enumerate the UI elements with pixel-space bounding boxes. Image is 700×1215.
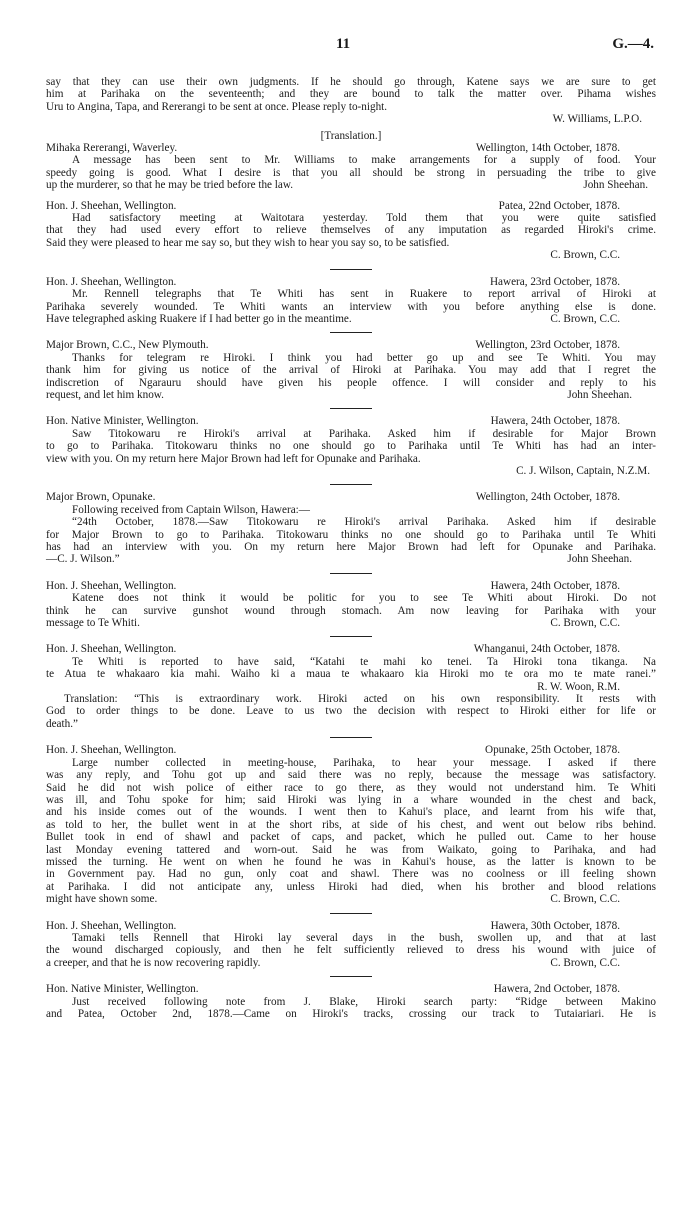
body-line: request, and let him know. [46, 388, 164, 401]
body-line: Thanks for telegram re Hiroki. I think you had better go up and see Te Whiti. You may [72, 351, 656, 364]
body-line: Tamaki tells Rennell that Hiroki lay several days in the bush, swollen up, and that at last [72, 931, 656, 944]
body-line: and his inside comes out of the wounds. I went then to Kahui's place, and learnt from his wife that, [46, 806, 656, 819]
addressee: Hon. J. Sheehan, Wellington. [46, 199, 177, 212]
body-line: missed the turning. He went on when he found he was in Kahui's house, as the latter is known to be [46, 855, 656, 868]
signature: W. Williams, L.P.O. [552, 113, 642, 126]
body-line: God to order things to be done. Leave to us two the decision with respect to Hiroki either for life or [46, 705, 656, 718]
addressee: Major Brown, C.C., New Plymouth. [46, 339, 209, 352]
signature: C. Brown, C.C. [550, 312, 620, 325]
page-body [46, 76, 656, 1020]
signature: John Sheehan. [567, 388, 632, 401]
addressee: Hon. J. Sheehan, Wellington. [46, 919, 177, 932]
body-line: was any reply, and Tohu got up and said there was no reply, because the message was satisfactory. [46, 769, 656, 782]
body-line: that they had used every effort to relieve themselves of any imputation as regarded Hiroki's crime. [46, 224, 656, 237]
divider [330, 737, 372, 738]
body-line: Said he did not wish police of either race to go there, as they would not understand him. Te Whiti [46, 781, 656, 794]
place-date: Wellington, 24th October, 1878. [475, 491, 620, 504]
divider [330, 332, 372, 333]
body-line: Following received from Captain Wilson, Hawera:— [72, 503, 310, 516]
place-date: Whanganui, 24th October, 1878. [473, 643, 620, 656]
telegram [46, 983, 656, 1020]
translation-heading: [Translation.] [320, 129, 382, 142]
body-line: might have shown some. [46, 893, 158, 906]
body-line: “24th October, 1878.—Saw Titokowaru re Hiroki's arrival Parihaka. Asked him if desirable [72, 516, 656, 529]
body-line: Parihaka severely wounded. Te Whiti wants an interview with you before anything else is done. [46, 300, 656, 313]
telegram [46, 200, 656, 262]
signature: C. Brown, C.C. [550, 956, 620, 969]
signature: C. Brown, C.C. [550, 249, 620, 262]
place-date: Hawera, 24th October, 1878. [490, 579, 620, 592]
body-line: and Patea, October 2nd, 1878.—Came on Hiroki's tracks, crossing our track to Tutaiariari. He is [46, 1008, 656, 1020]
divider [330, 573, 372, 574]
addressee: Hon. J. Sheehan, Wellington. [46, 275, 177, 288]
addressee: Hon. J. Sheehan, Wellington. [46, 579, 177, 592]
body-line: last Monday evening tattered and worn-out. Said he was from Waikato, going to Parihaka, and had [46, 843, 656, 856]
telegram [46, 491, 656, 565]
telegram [46, 744, 656, 905]
body-line: Had satisfactory meeting at Waitotara yesterday. Told them that you were quite satisfied [72, 212, 656, 225]
signature: John Sheehan. [567, 553, 632, 566]
signature: C. Brown, C.C. [550, 893, 620, 906]
body-line: up the murderer, so that he may be tried before the law. [46, 179, 294, 192]
divider [330, 636, 372, 637]
body-line: to go to Parihaka. Titokowaru thinks no one should go to Parihaka until Te Whiti has had an inter- [46, 440, 656, 453]
addressee: Mihaka Rererangi, Waverley. [46, 142, 178, 155]
body-line: think he can survive gunshot wound through stomach. Am now leaving for Parihaka with your [46, 604, 656, 617]
body-line: death.” [46, 717, 78, 730]
divider [330, 484, 372, 485]
body-line: in Government pay. Had no gun, only coat and shawl. There was no coolness or ill feeling shown [46, 868, 656, 881]
body-line: Katene does not think it would be politic for you to see Te Whiti about Hiroki. Do not [72, 592, 656, 605]
addressee: Hon. Native Minister, Wellington. [46, 415, 199, 428]
telegram [46, 276, 656, 326]
telegram [46, 580, 656, 630]
place-date: Opunake, 25th October, 1878. [484, 744, 620, 757]
signature: John Sheehan. [583, 179, 648, 192]
divider [330, 269, 372, 270]
body-line: view with you. On my return here Major Brown had left for Opunake and Parihaka. [46, 452, 421, 465]
body-line: Te Whiti is reported to have said, “Katahi te mahi ko tenei. Ta Hiroki tona tikanga. Na [72, 655, 656, 668]
body-line: say that they can use their own judgments. If he should go through, Katene says we are sure to get [46, 76, 656, 88]
place-date: Hawera, 24th October, 1878. [490, 415, 620, 428]
body-line: was ill, and Tohu spoke for him; said Hiroki was lying in a whare wounded in the chest and back, [46, 793, 656, 806]
body-line: Uru to Angina, Tapa, and Rererangi to be sent at once. Please reply to-night. [46, 100, 388, 113]
addressee: Hon. Native Minister, Wellington. [46, 983, 199, 996]
addressee: Hon. J. Sheehan, Wellington. [46, 744, 177, 757]
body-line: indiscretion of Ngarauru should have given his people offence. I will consider and reply to his [46, 376, 656, 389]
body-line: thank him for giving us notice of the arrival of Hiroki at Parihaka. You may add that I regret the [46, 364, 656, 377]
telegram [46, 142, 656, 192]
divider [330, 408, 372, 409]
page-number: 11 [336, 36, 351, 52]
body-line: te Atua te whakaaro kia mahi. Waiho ki a maua te whakaaro kia Hiroki mo te ora mo te mate ranei.” [46, 668, 656, 681]
body-line: —C. J. Wilson.” [46, 553, 120, 566]
signature: C. J. Wilson, Captain, N.Z.M. [516, 464, 650, 477]
place-date: Patea, 22nd October, 1878. [498, 199, 620, 212]
signature: C. Brown, C.C. [550, 617, 620, 630]
body-line: Translation: “This is extraordinary work. Hiroki acted on his own responsibility. It rests with [64, 693, 656, 706]
body-line: has had an interview with you. On my return here Major Brown had left for Opunake and Parihaka. [46, 541, 656, 553]
page-header [46, 38, 656, 58]
body-line: Said they were pleased to hear me say so, but they wish to hear you say so, to be satisfied. [46, 236, 450, 249]
divider [330, 976, 372, 977]
place-date: Hawera, 2nd October, 1878. [493, 983, 620, 996]
addressee: Hon. J. Sheehan, Wellington. [46, 643, 177, 656]
place-date: Hawera, 23rd October, 1878. [489, 275, 620, 288]
signature: R. W. Woon, R.M. [537, 680, 620, 693]
body-line: Have telegraphed asking Ruakere if I had better go in the meantime. [46, 312, 352, 325]
body-line: for Major Brown to go to Parihaka. Titokowaru thinks no one should go to Parihaka until Te Whiti [46, 528, 656, 541]
place-date: Wellington, 14th October, 1878. [475, 142, 620, 155]
body-line: the wound discharged copiously, and then he felt sufficiently relieved to dress his wound with juice of [46, 944, 656, 957]
body-line: Saw Titokowaru re Hiroki's arrival at Parihaka. Asked him if desirable for Major Brown [72, 427, 656, 440]
divider [330, 913, 372, 914]
body-line: Mr. Rennell telegraphs that Te Whiti has sent in Ruakere to report arrival of Hiroki at [72, 288, 656, 301]
telegram [46, 920, 656, 970]
body-line: Just received following note from J. Blake, Hiroki search party: “Ridge between Makino [72, 995, 656, 1008]
body-line: Large number collected in meeting-house, Parihaka, to hear your message. I asked if there [72, 756, 656, 769]
body-line: him at Parihaka on the seventeenth; and they are bound to talk the matter over. Pihama wishes [46, 88, 656, 101]
telegram [46, 415, 656, 477]
body-line: Bullet took in end of shawl and packet of caps, and packet, which he pulled out. Came to her house [46, 831, 656, 844]
body-line: message to Te Whiti. [46, 617, 140, 630]
body-line: as told to her, the bullet went in at the short ribs, at side of his chest, and went out below ribs behind. [46, 818, 656, 831]
telegram [46, 339, 656, 401]
document-reference: G.—4. [612, 36, 654, 52]
body-line: A message has been sent to Mr. Williams to make arrangements for a supply of food. Your [72, 154, 656, 167]
body-line: a creeper, and that he is now recovering rapidly. [46, 956, 261, 969]
body-line: speedy going is good. What I desire is that you all should be strong in persuading the tribe to give [46, 166, 656, 179]
body-line: at Parihaka. I did not anticipate any, unless Hiroki had died, when his brother and blood relations [46, 880, 656, 893]
place-date: Wellington, 23rd October, 1878. [475, 339, 620, 352]
place-date: Hawera, 30th October, 1878. [490, 919, 620, 932]
telegram [46, 643, 656, 730]
addressee: Major Brown, Opunake. [46, 491, 156, 504]
